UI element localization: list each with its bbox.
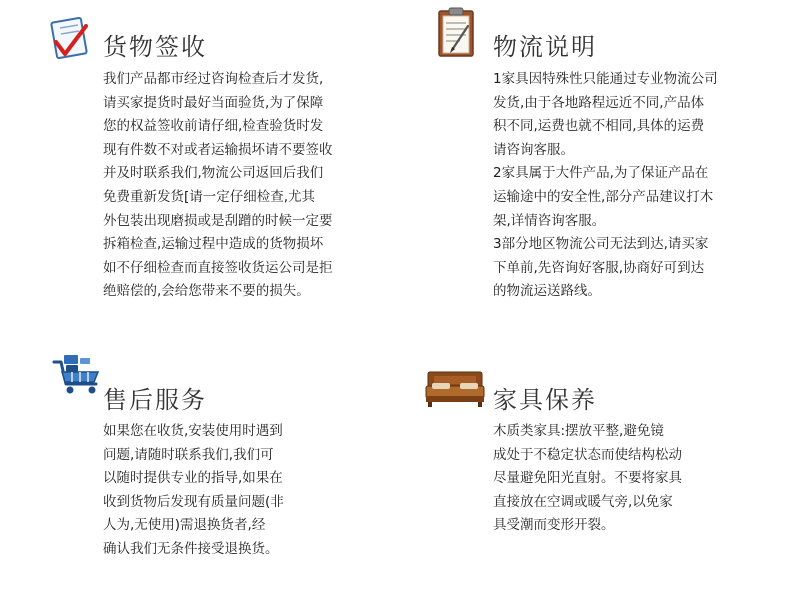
body-line: 您的权益签收前请仔细,检查验货时发 bbox=[103, 118, 324, 135]
body-line: 如果您在收货,安装使用时遇到 bbox=[103, 423, 283, 439]
body-line: 我们产品都市经过咨询检查后才发货, bbox=[103, 71, 324, 87]
section-body bbox=[103, 68, 333, 304]
body-line: 尽量避免阳光直射。不要将家具 bbox=[493, 470, 682, 487]
body-line: 积不同,运费也就不相同,具体的运费 bbox=[493, 118, 705, 135]
body-line: 请买家提货时最好当面验货,为了保障 bbox=[103, 94, 324, 111]
section-title: 货物签收 bbox=[103, 33, 207, 61]
body-line: 收到货物后发现有质量问题(非 bbox=[103, 493, 284, 510]
checklist-icon bbox=[48, 16, 94, 62]
body-line: 发货,由于各地路程远近不同,产品体 bbox=[493, 94, 705, 111]
section-body bbox=[493, 420, 682, 538]
body-line: 2家具属于大件产品,为了保证产品在 bbox=[493, 165, 709, 182]
body-line: 架,详情咨询客服。 bbox=[493, 212, 606, 229]
body-line: 绝赔偿的,会给您带来不要的损失。 bbox=[103, 283, 310, 300]
body-line: 以随时提供专业的指导,如果在 bbox=[103, 470, 283, 487]
body-line: 的物流运送路线。 bbox=[493, 283, 601, 300]
body-line: 免费重新发货[请一定仔细检查,尤其 bbox=[103, 188, 316, 205]
section-title: 物流说明 bbox=[493, 33, 597, 61]
body-line: 木质类家具:摆放平整,避免镜 bbox=[493, 423, 664, 439]
section-title: 家具保养 bbox=[493, 386, 597, 414]
body-line: 如不仔细检查而直接签收货运公司是拒 bbox=[103, 259, 333, 276]
bed-icon bbox=[424, 370, 486, 408]
body-line: 问题,请随时联系我们,我们可 bbox=[103, 446, 274, 463]
body-line: 直接放在空调或暖气旁,以免家 bbox=[493, 493, 673, 510]
body-line: 外包装出现磨损或是刮蹭的时候一定要 bbox=[103, 212, 333, 229]
body-line: 人为,无使用)需退换货者,经 bbox=[103, 517, 266, 534]
section-body bbox=[103, 420, 284, 562]
body-line: 确认我们无条件接受退换货。 bbox=[103, 540, 279, 557]
body-line: 3部分地区物流公司无法到达,请买家 bbox=[493, 236, 709, 253]
body-line: 拆箱检查,运输过程中造成的货物损坏 bbox=[103, 236, 324, 253]
body-line: 运输途中的安全性,部分产品建议打木 bbox=[493, 188, 714, 205]
section-title: 售后服务 bbox=[103, 386, 207, 414]
body-line: 现有件数不对或者运输损坏请不要签收 bbox=[103, 141, 333, 158]
section-body bbox=[493, 68, 718, 304]
body-line: 下单前,先咨询好客服,协商好可到达 bbox=[493, 259, 705, 276]
body-line: 并及时联系我们,物流公司返回后我们 bbox=[103, 165, 324, 182]
body-line: 成处于不稳定状态而使结构松动 bbox=[493, 446, 682, 463]
clipboard-icon bbox=[436, 6, 476, 58]
body-line: 请咨询客服。 bbox=[493, 141, 574, 158]
shopping-cart-icon bbox=[52, 352, 104, 396]
body-line: 1家具因特殊性只能通过专业物流公司 bbox=[493, 71, 718, 87]
body-line: 具受潮而变形开裂。 bbox=[493, 517, 615, 534]
